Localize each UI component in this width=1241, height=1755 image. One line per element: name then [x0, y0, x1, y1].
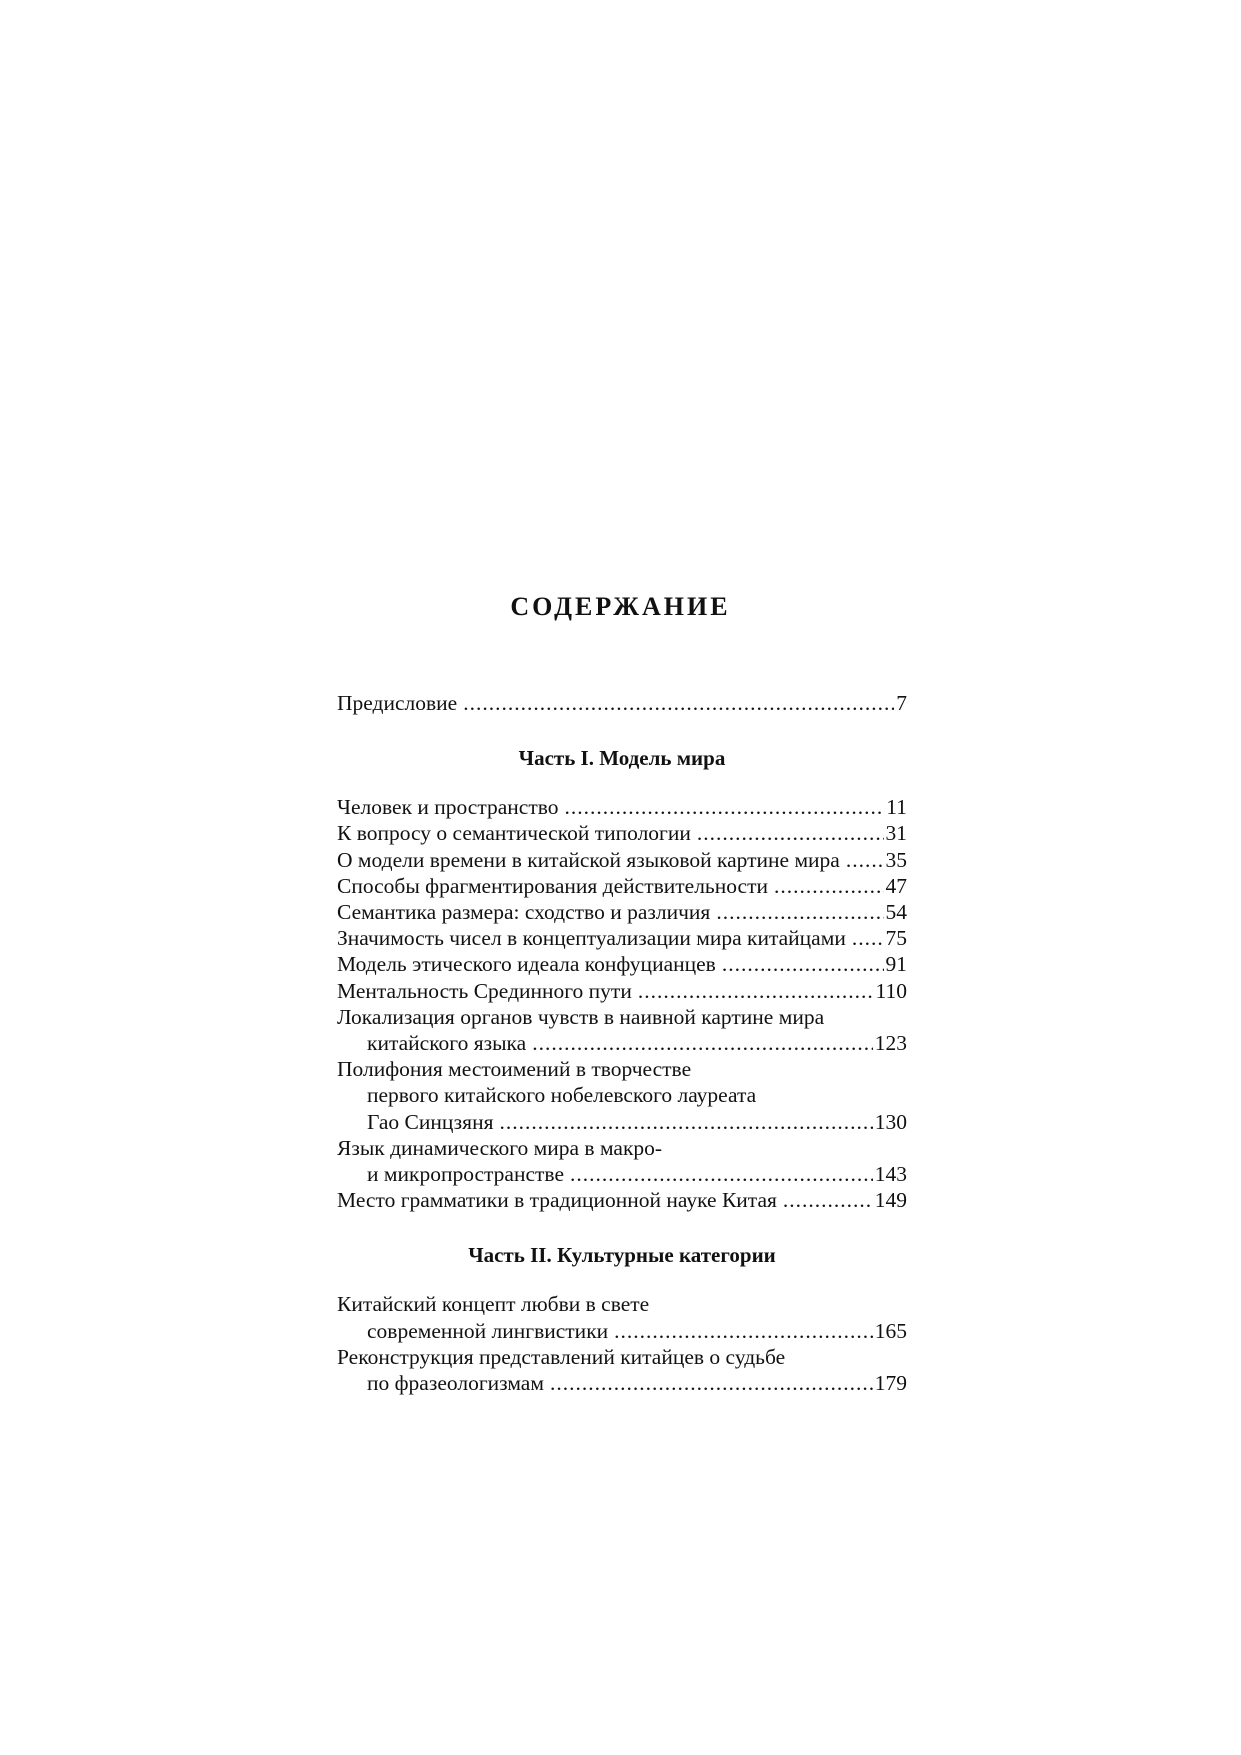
dot-leader: [722, 951, 884, 977]
section-heading-part-2: Часть II. Культурные категории: [468, 1243, 776, 1268]
toc-entry-row: [337, 1030, 907, 1056]
dot-leader: [783, 1187, 873, 1213]
toc-entry[interactable]: [337, 1291, 907, 1343]
toc-entry-label: О модели времени в китайской языковой картине мира: [337, 847, 840, 872]
toc-page-number: 11: [886, 795, 907, 820]
toc-page-number: 7: [896, 691, 907, 715]
toc-entry-label-line: первого китайского нобелевского лауреата: [367, 1083, 757, 1108]
toc-entry-row: [337, 1109, 907, 1135]
toc-page-number: 35: [885, 847, 907, 872]
toc-entry-row: [337, 847, 907, 873]
toc-entry-label-line: Китайский концепт любви в свете: [337, 1292, 650, 1317]
toc-entry-label: К вопросу о семантической типологии: [337, 821, 691, 846]
toc-page-number: 31: [885, 821, 907, 846]
toc-entry[interactable]: [337, 951, 907, 977]
toc-entry-row: [337, 873, 907, 899]
toc-page-number: 149: [874, 1188, 907, 1213]
dot-leader: [570, 1161, 873, 1187]
toc-entry-preface[interactable]: [337, 690, 907, 716]
toc-entry-row: [337, 951, 907, 977]
toc-entry-label: и микропространстве: [367, 1162, 564, 1187]
toc-entry-label-line: Реконструкция представлений китайцев о судьбе: [337, 1344, 786, 1369]
toc-entry[interactable]: [337, 1004, 907, 1056]
toc-entry[interactable]: [337, 873, 907, 899]
toc-entry-row: [337, 1161, 907, 1187]
toc-entry-row: [337, 820, 907, 846]
toc-page-number: 165: [874, 1318, 907, 1343]
toc-page-number: 179: [874, 1371, 907, 1396]
dot-leader: [550, 1370, 873, 1396]
toc-page-number: 110: [875, 978, 907, 1003]
toc-page-number: 54: [885, 900, 907, 925]
toc-entry[interactable]: [337, 1056, 907, 1135]
toc-parts: [337, 744, 907, 1396]
toc-page-number: 91: [885, 952, 907, 977]
dot-leader: [852, 925, 884, 951]
toc-entry-label: современной лингвистики: [367, 1318, 609, 1343]
dot-leader: [463, 690, 894, 716]
dot-leader: [774, 873, 884, 899]
toc-entry[interactable]: [337, 899, 907, 925]
toc-entry[interactable]: [337, 1187, 907, 1213]
toc-entry-label-line: Язык динамического мира в макро-: [337, 1135, 663, 1160]
toc-entry[interactable]: [337, 978, 907, 1004]
toc-entry-label: Предисловие: [337, 691, 458, 715]
toc-entry-label-line: Полифония местоимений в творчестве: [337, 1057, 692, 1082]
dot-leader: [697, 820, 884, 846]
dot-leader: [565, 794, 885, 820]
toc-page-number: 130: [874, 1109, 907, 1134]
toc-entry[interactable]: [337, 1344, 907, 1396]
toc-entry-label: Модель этического идеала конфуцианцев: [337, 952, 716, 977]
toc-entry-row: [337, 978, 907, 1004]
toc-entry-label: Ментальность Срединного пути: [337, 978, 632, 1003]
toc-entry[interactable]: [337, 847, 907, 873]
toc-entry-label: Способы фрагментирования действительности: [337, 873, 768, 898]
page-title: СОДЕРЖАНИЕ: [510, 592, 731, 621]
toc-entry-label: китайского языка: [367, 1031, 527, 1056]
dot-leader: [532, 1030, 873, 1056]
toc-entry-label: Семантика размера: сходство и различия: [337, 900, 711, 925]
toc-entry-row: [337, 899, 907, 925]
toc-page-number: 123: [874, 1031, 907, 1056]
toc-entry[interactable]: [337, 794, 907, 820]
toc-entry-label: по фразеологизмам: [367, 1371, 544, 1396]
toc-entry-label-line: Локализация органов чувств в наивной картине мира: [337, 1004, 825, 1029]
toc-entry-row: [337, 1370, 907, 1396]
toc-entry-label: Место грамматики в традиционной науке Китая: [337, 1188, 777, 1213]
dot-leader: [846, 847, 884, 873]
dot-leader: [499, 1109, 872, 1135]
toc-entry[interactable]: [337, 1135, 907, 1187]
dot-leader: [716, 899, 883, 925]
section-heading-part-1: Часть I. Модель мира: [518, 746, 726, 771]
toc-entry-label: Значимость чисел в концептуализации мира китайцами: [337, 926, 846, 951]
toc-entry-row: [337, 1187, 907, 1213]
toc-entry-row: [337, 925, 907, 951]
toc-entry-label: Человек и пространство: [337, 795, 559, 820]
toc-page-number: 75: [885, 926, 907, 951]
toc-entry-label: Гао Синцзяня: [367, 1109, 494, 1134]
toc-page-number: 47: [885, 873, 907, 898]
toc-entry-row: [337, 1318, 907, 1344]
toc-entry[interactable]: [337, 925, 907, 951]
dot-leader: [614, 1318, 873, 1344]
toc-entry-row: [337, 794, 907, 820]
toc-entry[interactable]: [337, 820, 907, 846]
table-of-contents: [337, 690, 907, 1396]
toc-page-number: 143: [874, 1162, 907, 1187]
dot-leader: [638, 978, 874, 1004]
